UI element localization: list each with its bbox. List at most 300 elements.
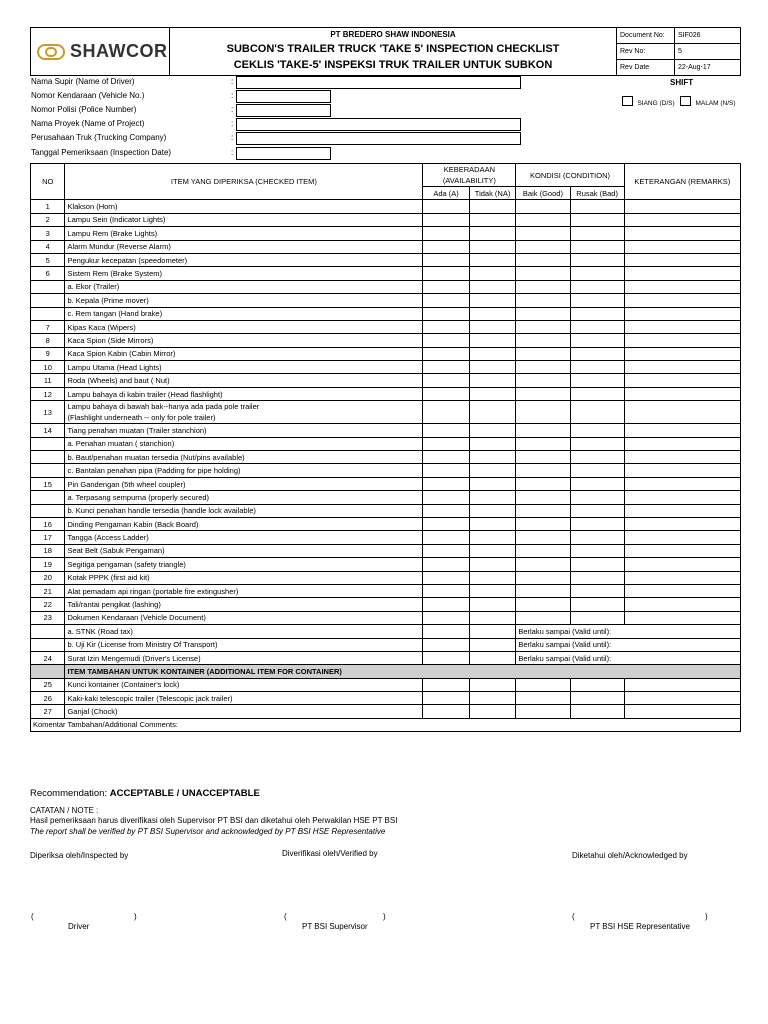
cell-baik[interactable] [516, 347, 570, 360]
cell-ada [423, 611, 469, 624]
table-row [31, 504, 741, 517]
cell-tidak [469, 611, 516, 624]
cell-rusak[interactable] [570, 531, 624, 544]
cell-ada[interactable] [423, 638, 469, 651]
row-item-line-1: Lampu bahaya di bawah bak--hanya ada pada pole trailer [67, 402, 260, 412]
cell-tidak[interactable] [469, 213, 516, 226]
cell-tidak[interactable] [469, 517, 516, 530]
cell-remarks[interactable] [624, 361, 740, 374]
cell-tidak[interactable] [469, 598, 516, 611]
cell-tidak[interactable] [469, 200, 516, 213]
cell-tidak[interactable] [469, 280, 516, 293]
cell-ada[interactable] [423, 651, 469, 664]
row-number: 3 [31, 227, 65, 240]
vehicle-no-field[interactable] [236, 90, 331, 103]
cell-ada[interactable] [423, 401, 469, 424]
cell-rusak[interactable] [570, 253, 624, 266]
row-number [31, 491, 65, 504]
cell-remarks[interactable] [624, 240, 740, 253]
row-item: Pengukur kecepatan (speedometer) [65, 253, 423, 266]
table-row [31, 651, 741, 664]
row-number: 5 [31, 253, 65, 266]
cell-baik[interactable] [516, 253, 570, 266]
cell-rusak[interactable] [570, 200, 624, 213]
cell-tidak[interactable] [469, 374, 516, 387]
cell-rusak [570, 611, 624, 624]
cell-rusak[interactable] [570, 584, 624, 597]
cell-ada[interactable] [423, 571, 469, 584]
cell-remarks[interactable] [624, 253, 740, 266]
row-number: 16 [31, 517, 65, 530]
cell-ada[interactable] [423, 387, 469, 400]
cell-tidak[interactable] [469, 253, 516, 266]
cell-baik[interactable] [516, 213, 570, 226]
table-row [31, 705, 741, 718]
cell-tidak[interactable] [469, 307, 516, 320]
cell-remarks[interactable] [624, 491, 740, 504]
cell-remarks[interactable] [624, 678, 740, 691]
cell-ada[interactable] [423, 200, 469, 213]
row-number: 19 [31, 558, 65, 571]
cell-ada[interactable] [423, 705, 469, 718]
row-number [31, 307, 65, 320]
cell-remarks[interactable] [624, 294, 740, 307]
cell-remarks[interactable] [624, 531, 740, 544]
table-row [31, 200, 741, 213]
cell-baik[interactable] [516, 692, 570, 705]
table-row [31, 517, 741, 530]
row-number: 2 [31, 213, 65, 226]
row-number [31, 464, 65, 477]
cell-remarks[interactable] [624, 598, 740, 611]
table-row [31, 491, 741, 504]
cell-tidak[interactable] [469, 320, 516, 333]
table-row [31, 584, 741, 597]
vehicle-no-colon: : [231, 91, 234, 100]
col-header-no: NO [31, 164, 65, 200]
cell-baik[interactable] [516, 531, 570, 544]
cell-rusak[interactable] [570, 334, 624, 347]
row-item: Alat pemadam api ringan (portable fire extingusher) [65, 584, 423, 597]
cell-remarks[interactable] [624, 705, 740, 718]
row-number: 18 [31, 544, 65, 557]
row-item: Lampu Sein (Indicator Lights) [65, 213, 423, 226]
hse-sign-open-paren: ( [572, 912, 575, 921]
cell-remarks[interactable] [624, 558, 740, 571]
row-item: Pin Gandengan (5th wheel coupler) [65, 477, 423, 490]
cell-ada [423, 477, 469, 490]
cell-remarks[interactable] [624, 451, 740, 464]
police-no-label: Nomor Polisi (Police Number) [31, 105, 137, 114]
cell-rusak[interactable] [570, 544, 624, 557]
cell-baik [516, 611, 570, 624]
row-item: Dokumen Kendaraan (Vehicle Document) [65, 611, 423, 624]
row-number: 24 [31, 651, 65, 664]
cell-rusak[interactable] [570, 491, 624, 504]
col-header-baik: Baik (Good) [516, 187, 570, 200]
cell-valid-until[interactable]: Berlaku sampai (Valid until): [516, 625, 741, 638]
row-number [31, 294, 65, 307]
cell-remarks [624, 267, 740, 280]
driver-sign-close-paren: ) [134, 912, 137, 921]
cell-remarks[interactable] [624, 280, 740, 293]
cell-remarks[interactable] [624, 307, 740, 320]
cell-ada[interactable] [423, 347, 469, 360]
cell-tidak[interactable] [469, 692, 516, 705]
row-item: Kotak PPPK (first aid kit) [65, 571, 423, 584]
cell-remarks[interactable] [624, 437, 740, 450]
comments-row [31, 718, 741, 731]
cell-tidak[interactable] [469, 531, 516, 544]
cell-rusak[interactable] [570, 320, 624, 333]
row-item: Lampu Utama (Head Lights) [65, 361, 423, 374]
cell-remarks[interactable] [624, 464, 740, 477]
cell-ada[interactable] [423, 504, 469, 517]
inspection-date-field[interactable] [236, 147, 331, 160]
row-number: 14 [31, 424, 65, 437]
cell-baik[interactable] [516, 387, 570, 400]
cell-baik[interactable] [516, 464, 570, 477]
row-number: 7 [31, 320, 65, 333]
cell-remarks[interactable] [624, 401, 740, 424]
cell-rusak[interactable] [570, 692, 624, 705]
cell-ada[interactable] [423, 692, 469, 705]
cell-remarks[interactable] [624, 227, 740, 240]
note-indonesian: Hasil pemeriksaan harus diverifikasi oleh Supervisor PT BSI dan diketahui oleh Perwakilan HSE PT BSI [30, 816, 398, 825]
police-no-field[interactable] [236, 104, 331, 117]
row-item: Dinding Pengaman Kabin (Back Board) [65, 517, 423, 530]
cell-rusak[interactable] [570, 437, 624, 450]
cell-remarks[interactable] [624, 334, 740, 347]
table-row [31, 213, 741, 226]
cell-baik [516, 267, 570, 280]
table-row [31, 361, 741, 374]
cell-rusak[interactable] [570, 678, 624, 691]
row-item: c. Bantalan penahan pipa (Padding for pipe holding) [65, 464, 423, 477]
col-header-ada: Ada (A) [423, 187, 469, 200]
cell-tidak[interactable] [469, 504, 516, 517]
row-item: a. Penahan muatan ( stanchion) [65, 437, 423, 450]
note-english: The report shall be verified by PT BSI Supervisor and acknowledged by PT BSI HSE Representative [30, 827, 386, 836]
cell-tidak[interactable] [469, 678, 516, 691]
cell-rusak[interactable] [570, 517, 624, 530]
cell-rusak[interactable] [570, 558, 624, 571]
row-number [31, 280, 65, 293]
cell-remarks[interactable] [624, 517, 740, 530]
cell-ada[interactable] [423, 227, 469, 240]
inspection-date-label: Tanggal Pemeriksaan (Inspection Date) [31, 148, 172, 157]
driver-name-field[interactable] [236, 76, 521, 89]
cell-baik[interactable] [516, 307, 570, 320]
cell-tidak[interactable] [469, 651, 516, 664]
table-row [31, 334, 741, 347]
cell-rusak[interactable] [570, 705, 624, 718]
cell-tidak[interactable] [469, 544, 516, 557]
shift-night-option[interactable] [680, 92, 736, 110]
cell-rusak[interactable] [570, 227, 624, 240]
row-number [31, 665, 65, 678]
cell-rusak[interactable] [570, 598, 624, 611]
cell-tidak[interactable] [469, 625, 516, 638]
cell-rusak[interactable] [570, 280, 624, 293]
cell-baik[interactable] [516, 240, 570, 253]
cell-baik[interactable] [516, 361, 570, 374]
shift-day-checkbox[interactable] [622, 96, 633, 106]
cell-ada[interactable] [423, 437, 469, 450]
row-number: 15 [31, 477, 65, 490]
cell-ada[interactable] [423, 240, 469, 253]
cell-baik[interactable] [516, 571, 570, 584]
cell-ada[interactable] [423, 625, 469, 638]
cell-valid-until[interactable]: Berlaku sampai (Valid until): [516, 651, 741, 664]
table-row [31, 347, 741, 360]
cell-baik[interactable] [516, 504, 570, 517]
project-name-colon: : [231, 119, 234, 128]
cell-ada[interactable] [423, 294, 469, 307]
cell-tidak[interactable] [469, 334, 516, 347]
table-row [31, 464, 741, 477]
table-row [31, 374, 741, 387]
shift-night-checkbox[interactable] [680, 96, 691, 106]
cell-tidak [469, 477, 516, 490]
table-row [31, 544, 741, 557]
cell-ada[interactable] [423, 678, 469, 691]
trucking-company-label: Perusahaan Truk (Trucking Company) [31, 133, 167, 142]
cell-ada[interactable] [423, 584, 469, 597]
table-row [31, 625, 741, 638]
row-item: Kipas Kaca (Wipers) [65, 320, 423, 333]
table-row [31, 227, 741, 240]
cell-ada[interactable] [423, 320, 469, 333]
cell-remarks[interactable] [624, 504, 740, 517]
cell-tidak[interactable] [469, 437, 516, 450]
supervisor-sign-open-paren: ( [284, 912, 287, 921]
row-number [31, 437, 65, 450]
cell-baik[interactable] [516, 705, 570, 718]
row-item: Surat Izin Mengemudi (Driver's License) [65, 651, 423, 664]
comments-field[interactable]: Komentar Tambahan/Additional Comments: [31, 718, 741, 731]
cell-ada[interactable] [423, 464, 469, 477]
cell-remarks [624, 477, 740, 490]
col-header-remarks: KETERANGAN (REMARKS) [624, 164, 740, 200]
cell-baik[interactable] [516, 280, 570, 293]
logo-cell [31, 28, 170, 76]
table-row [31, 571, 741, 584]
row-item: Ganjal (Chock) [65, 705, 423, 718]
cell-baik[interactable] [516, 374, 570, 387]
row-item [65, 401, 423, 424]
cell-tidak[interactable] [469, 227, 516, 240]
cell-rusak[interactable] [570, 307, 624, 320]
cell-ada[interactable] [423, 334, 469, 347]
recommendation-value[interactable]: ACCEPTABLE / UNACCEPTABLE [109, 788, 260, 799]
row-item: Alarm Mundur (Reverse Alarm) [65, 240, 423, 253]
rev-no-value: 5 [675, 44, 741, 60]
cell-baik[interactable] [516, 451, 570, 464]
shift-day-option[interactable] [622, 92, 675, 110]
row-item: Tali/rantai pengikat (lashing) [65, 598, 423, 611]
table-row [31, 424, 741, 437]
row-number: 13 [31, 401, 65, 424]
row-item-line-2: (Flashlight underneath -- only for pole trailer) [67, 413, 216, 423]
note-title: CATATAN / NOTE : [30, 806, 99, 815]
cell-rusak[interactable] [570, 240, 624, 253]
table-row [31, 307, 741, 320]
cell-tidak[interactable] [469, 705, 516, 718]
cell-rusak[interactable] [570, 451, 624, 464]
table-row [31, 267, 741, 280]
row-item: Kaki-kaki telescopic trailer (Telescopic jack trailer) [65, 692, 423, 705]
cell-baik[interactable] [516, 437, 570, 450]
cell-remarks[interactable] [624, 213, 740, 226]
shawcor-logo-icon [37, 44, 65, 60]
cell-rusak[interactable] [570, 401, 624, 424]
cell-ada[interactable] [423, 558, 469, 571]
vehicle-no-label: Nomor Kendaraan (Vehicle No.) [31, 91, 145, 100]
cell-tidak[interactable] [469, 347, 516, 360]
table-row [31, 598, 741, 611]
cell-remarks[interactable] [624, 387, 740, 400]
cell-ada[interactable] [423, 544, 469, 557]
row-item: Lampu Rem (Brake Lights) [65, 227, 423, 240]
cell-rusak[interactable] [570, 374, 624, 387]
cell-remarks[interactable] [624, 692, 740, 705]
row-item: Segitiga pengaman (safety triangle) [65, 558, 423, 571]
col-header-rusak: Rusak (Bad) [570, 187, 624, 200]
cell-remarks[interactable] [624, 584, 740, 597]
cell-tidak[interactable] [469, 294, 516, 307]
table-row [31, 401, 741, 424]
cell-remarks[interactable] [624, 544, 740, 557]
row-number: 20 [31, 571, 65, 584]
row-item: a. Terpasang sempurna (properly secured) [65, 491, 423, 504]
shift-day-label: SIANG (D/S) [637, 100, 675, 107]
cell-ada[interactable] [423, 253, 469, 266]
cell-ada[interactable] [423, 598, 469, 611]
recommendation-label: Recommendation: [30, 788, 110, 799]
cell-baik[interactable] [516, 584, 570, 597]
cell-ada[interactable] [423, 307, 469, 320]
col-header-condition: KONDISI (CONDITION) [516, 164, 624, 187]
row-number [31, 504, 65, 517]
cell-baik[interactable] [516, 491, 570, 504]
cell-tidak[interactable] [469, 638, 516, 651]
cell-rusak [570, 424, 624, 437]
cell-ada[interactable] [423, 361, 469, 374]
cell-baik[interactable] [516, 294, 570, 307]
cell-rusak[interactable] [570, 361, 624, 374]
cell-rusak[interactable] [570, 464, 624, 477]
row-number: 10 [31, 361, 65, 374]
cell-rusak[interactable] [570, 387, 624, 400]
acknowledged-by-heading: Diketahui oleh/Acknowledged by [572, 851, 688, 860]
row-item: Lampu bahaya di kabin trailer (Head flashlight) [65, 387, 423, 400]
cell-remarks[interactable] [624, 374, 740, 387]
cell-baik [516, 424, 570, 437]
cell-tidak[interactable] [469, 451, 516, 464]
recommendation [30, 788, 260, 799]
cell-ada[interactable] [423, 451, 469, 464]
row-number [31, 638, 65, 651]
cell-remarks[interactable] [624, 347, 740, 360]
cell-rusak[interactable] [570, 504, 624, 517]
cell-tidak[interactable] [469, 584, 516, 597]
cell-rusak[interactable] [570, 571, 624, 584]
cell-tidak[interactable] [469, 361, 516, 374]
cell-rusak [570, 267, 624, 280]
cell-valid-until[interactable]: Berlaku sampai (Valid until): [516, 638, 741, 651]
table-row [31, 531, 741, 544]
cell-remarks [624, 424, 740, 437]
cell-ada[interactable] [423, 491, 469, 504]
row-item: b. Baut/penahan muatan tersedia (Nut/pins available) [65, 451, 423, 464]
cell-remarks [624, 611, 740, 624]
row-item: a. Ekor (Trailer) [65, 280, 423, 293]
cell-tidak[interactable] [469, 491, 516, 504]
section-title: ITEM TAMBAHAN UNTUK KONTAINER (ADDITIONAL ITEM FOR CONTAINER) [65, 665, 741, 678]
cell-rusak[interactable] [570, 347, 624, 360]
project-name-field[interactable] [236, 118, 521, 131]
cell-tidak[interactable] [469, 401, 516, 424]
trucking-company-colon: : [231, 133, 234, 142]
cell-baik[interactable] [516, 544, 570, 557]
title-english: SUBCON'S TRAILER TRUCK 'TAKE 5' INSPECTION CHECKLIST [226, 43, 560, 55]
cell-tidak[interactable] [469, 387, 516, 400]
row-number: 25 [31, 678, 65, 691]
cell-tidak [469, 424, 516, 437]
cell-remarks[interactable] [624, 571, 740, 584]
cell-baik[interactable] [516, 334, 570, 347]
cell-ada[interactable] [423, 280, 469, 293]
row-item: Seat Belt (Sabuk Pengaman) [65, 544, 423, 557]
cell-remarks[interactable] [624, 200, 740, 213]
row-item: c. Rem tangan (Hand brake) [65, 307, 423, 320]
cell-baik[interactable] [516, 401, 570, 424]
cell-ada[interactable] [423, 531, 469, 544]
cell-tidak[interactable] [469, 240, 516, 253]
cell-rusak[interactable] [570, 213, 624, 226]
row-item: Tiang penahan muatan (Trailer stanchion) [65, 424, 423, 437]
cell-rusak[interactable] [570, 294, 624, 307]
cell-tidak[interactable] [469, 464, 516, 477]
table-row [31, 611, 741, 624]
cell-baik[interactable] [516, 598, 570, 611]
cell-ada[interactable] [423, 517, 469, 530]
doc-no-label: Document No: [617, 28, 675, 44]
row-number: 23 [31, 611, 65, 624]
cell-ada[interactable] [423, 374, 469, 387]
cell-baik[interactable] [516, 678, 570, 691]
table-row [31, 294, 741, 307]
trucking-company-field[interactable] [236, 132, 521, 145]
table-row [31, 638, 741, 651]
row-item: Tangga (Access Ladder) [65, 531, 423, 544]
cell-ada [423, 267, 469, 280]
table-row [31, 477, 741, 490]
cell-baik[interactable] [516, 227, 570, 240]
cell-ada[interactable] [423, 213, 469, 226]
cell-baik[interactable] [516, 200, 570, 213]
cell-baik[interactable] [516, 320, 570, 333]
cell-tidak[interactable] [469, 571, 516, 584]
table-row [31, 692, 741, 705]
cell-baik[interactable] [516, 517, 570, 530]
cell-baik[interactable] [516, 558, 570, 571]
hse-sign-role: PT BSI HSE Representative [590, 922, 690, 931]
checklist-table [30, 163, 741, 732]
cell-remarks[interactable] [624, 320, 740, 333]
cell-tidak[interactable] [469, 558, 516, 571]
